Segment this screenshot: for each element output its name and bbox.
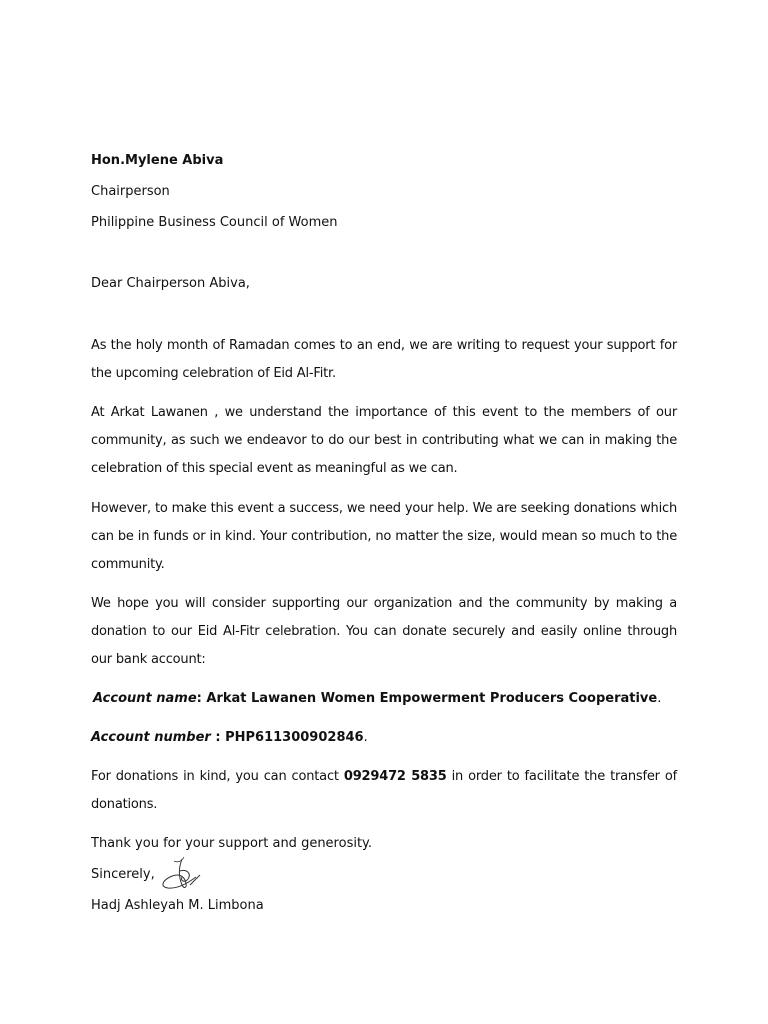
account-number-line [91,730,368,746]
recipient-organization: Philippine Business Council of Women [91,215,338,230]
paragraph-support: We hope you will consider supporting our organization and the community by making a donation to our Eid Al-Fitr celebration. You can donate securely and easily online through our bank account: [91,596,677,667]
account-number-value: : PHP611300902846 [210,730,364,745]
account-name-label: Account name [93,691,197,706]
recipient-name: Hon.Mylene Abiva [91,153,224,168]
account-name-line [93,691,661,707]
signer-name: Hadj Ashleyah M. Limbona [91,898,264,913]
account-name-value: : Arkat Lawanen Women Empowerment Producers Cooperative [196,691,658,706]
salutation: Dear Chairperson Abiva, [91,276,250,291]
paragraph-donations: However, to make this event a success, we need your help. We are seeking donations which can be in funds or in kind. Your contribution, no matter the size, would mean so much to the community. [91,501,677,572]
account-name-end: . [657,691,662,706]
in-kind-before: For donations in kind, you can contact [91,769,344,784]
signature-image [152,855,248,893]
paragraph-community: At Arkat Lawanen , we understand the importance of this event to the members of our community, as such we endeavor to do our best in contributing what we can in making the celebration of this special event as meaningful as we can. [91,405,677,476]
thanks-line: Thank you for your support and generosity. [91,836,373,851]
account-number-end: . [363,730,368,745]
in-kind-after: in order to facilitate the transfer of donations. [91,769,677,812]
paragraph-request: As the holy month of Ramadan comes to an end, we are writing to request your support for the upcoming celebration of Eid Al-Fitr. [91,338,677,381]
contact-phone: 0929472 5835 [343,769,447,784]
signature-icon [152,855,248,893]
sincerely-line: Sincerely, [91,867,155,882]
paragraph-in-kind [91,763,677,819]
recipient-title: Chairperson [91,184,170,199]
account-number-label: Account number [91,730,211,745]
